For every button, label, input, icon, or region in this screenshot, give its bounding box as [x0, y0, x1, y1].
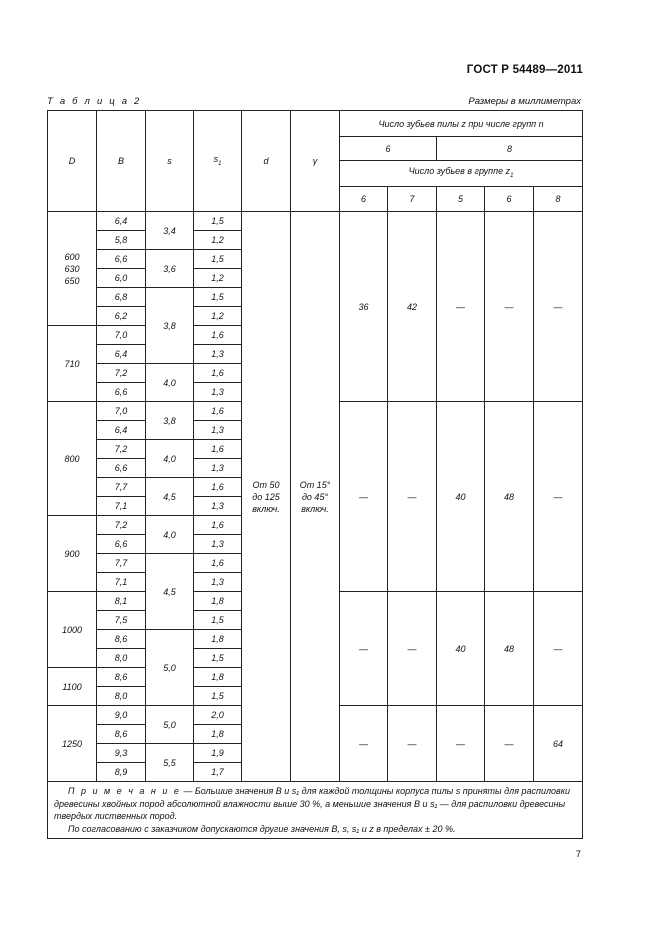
cell-s1: 1,6 [194, 326, 242, 345]
cell-B: 8,6 [97, 668, 146, 687]
cell-B: 7,7 [97, 554, 146, 573]
cell-s1: 1,5 [194, 288, 242, 307]
header-s1-sub: 1 [218, 160, 222, 167]
cell-B: 6,6 [97, 459, 146, 478]
cell-D: 710 [48, 326, 97, 402]
header-z1-col: 6 [485, 187, 534, 212]
cell-gamma: От 15° до 45° включ. [291, 212, 340, 782]
dimensions-table [47, 110, 583, 839]
header-gamma: γ [291, 111, 340, 212]
cell-s: 3,8 [146, 402, 194, 440]
cell-s1: 1,7 [194, 763, 242, 782]
cell-B: 8,6 [97, 725, 146, 744]
cell-s: 5,0 [146, 630, 194, 706]
cell-s: 5,5 [146, 744, 194, 782]
header-teeth-in-group [340, 161, 583, 187]
cell-B: 6,6 [97, 383, 146, 402]
cell-s1: 1,3 [194, 573, 242, 592]
cell-s1: 1,6 [194, 364, 242, 383]
cell-s1: 1,6 [194, 402, 242, 421]
cell-D: 1000 [48, 592, 97, 668]
cell-D: 900 [48, 516, 97, 592]
header-z1-sub: 1 [510, 172, 514, 179]
header-z1-col: 7 [388, 187, 437, 212]
cell-s1: 1,8 [194, 668, 242, 687]
cell-B: 7,0 [97, 326, 146, 345]
cell-z: — [534, 592, 583, 706]
cell-B: 7,5 [97, 611, 146, 630]
cell-B: 7,2 [97, 516, 146, 535]
cell-z: — [388, 706, 437, 782]
header-z1-col: 6 [340, 187, 388, 212]
cell-s: 3,4 [146, 212, 194, 250]
cell-z: 48 [485, 402, 534, 592]
cell-z: — [485, 212, 534, 402]
cell-B: 6,4 [97, 212, 146, 231]
cell-s1: 1,2 [194, 307, 242, 326]
header-D: D [48, 111, 97, 212]
cell-z: — [485, 706, 534, 782]
header-n8: 8 [437, 137, 583, 161]
cell-s1: 1,9 [194, 744, 242, 763]
header-s: s [146, 111, 194, 212]
cell-B: 7,2 [97, 440, 146, 459]
cell-B: 6,6 [97, 535, 146, 554]
cell-z: 36 [340, 212, 388, 402]
cell-s: 4,5 [146, 554, 194, 630]
table-row [48, 212, 583, 231]
cell-s1: 1,5 [194, 611, 242, 630]
cell-B: 8,1 [97, 592, 146, 611]
cell-s: 4,0 [146, 516, 194, 554]
cell-s1: 1,8 [194, 725, 242, 744]
cell-B: 7,7 [97, 478, 146, 497]
cell-s1: 1,5 [194, 250, 242, 269]
header-d: d [242, 111, 291, 212]
cell-z: — [340, 402, 388, 592]
cell-D: 600 630 650 [48, 212, 97, 326]
cell-s1: 1,2 [194, 269, 242, 288]
cell-z: — [437, 706, 485, 782]
cell-d: От 50 до 125 включ. [242, 212, 291, 782]
cell-z: 42 [388, 212, 437, 402]
cell-z: 48 [485, 592, 534, 706]
cell-B: 8,0 [97, 649, 146, 668]
cell-s1: 1,6 [194, 440, 242, 459]
cell-B: 5,8 [97, 231, 146, 250]
cell-B: 8,9 [97, 763, 146, 782]
header-s1-base: s [213, 153, 219, 164]
cell-B: 6,4 [97, 421, 146, 440]
page-number: 7 [575, 849, 581, 860]
cell-B: 8,6 [97, 630, 146, 649]
cell-z: — [437, 212, 485, 402]
cell-B: 7,1 [97, 573, 146, 592]
cell-z: — [388, 592, 437, 706]
cell-s1: 1,8 [194, 592, 242, 611]
cell-B: 7,0 [97, 402, 146, 421]
cell-z: 64 [534, 706, 583, 782]
header-z1-text: Число зубьев в группе z [408, 166, 511, 177]
cell-B: 9,0 [97, 706, 146, 725]
cell-s: 5,0 [146, 706, 194, 744]
cell-s1: 1,8 [194, 630, 242, 649]
header-teeth-group: Число зубьев пилы z при числе групп n [340, 111, 583, 137]
table-units: Размеры в миллиметрах [468, 96, 581, 107]
cell-D: 1250 [48, 706, 97, 782]
cell-B: 6,2 [97, 307, 146, 326]
cell-s1: 1,2 [194, 231, 242, 250]
cell-s1: 1,3 [194, 459, 242, 478]
note-text-1: — Большие значения B и s₁ для каждой толщины корпуса пилы s приняты для распиловки древесины хвойных пород абсолютной влажности выше 30 %, а меньшие значения B и s₁ — для распиловки древесины твердых лиственных пород. [54, 786, 571, 821]
cell-s1: 1,6 [194, 478, 242, 497]
standard-number: ГОСТ Р 54489—2011 [466, 64, 583, 76]
cell-D: 1100 [48, 668, 97, 706]
cell-s1: 1,3 [194, 421, 242, 440]
cell-B: 6,4 [97, 345, 146, 364]
cell-s1: 2,0 [194, 706, 242, 725]
header-z1-col: 8 [534, 187, 583, 212]
note-text-2: По согласованию с заказчиком допускаются другие значения B, s, s₁ и z в пределах ± 20 %. [68, 823, 456, 834]
cell-s1: 1,5 [194, 212, 242, 231]
cell-z: — [388, 402, 437, 592]
table-note [48, 782, 583, 839]
cell-s1: 1,3 [194, 345, 242, 364]
cell-s: 4,0 [146, 440, 194, 478]
cell-z: 40 [437, 402, 485, 592]
header-n6: 6 [340, 137, 437, 161]
cell-s: 3,8 [146, 288, 194, 364]
note-label: П р и м е ч а н и е [68, 786, 181, 796]
cell-s1: 1,5 [194, 649, 242, 668]
cell-z: 40 [437, 592, 485, 706]
cell-z: — [340, 592, 388, 706]
cell-z: — [534, 212, 583, 402]
cell-s: 4,0 [146, 364, 194, 402]
cell-D: 800 [48, 402, 97, 516]
cell-B: 6,0 [97, 269, 146, 288]
cell-s1: 1,6 [194, 516, 242, 535]
cell-s: 4,5 [146, 478, 194, 516]
cell-B: 6,6 [97, 250, 146, 269]
cell-s: 3,6 [146, 250, 194, 288]
cell-s1: 1,6 [194, 554, 242, 573]
table-caption: Т а б л и ц а 2 [47, 96, 142, 107]
cell-s1: 1,3 [194, 383, 242, 402]
cell-s1: 1,3 [194, 535, 242, 554]
cell-s1: 1,3 [194, 497, 242, 516]
cell-z: — [340, 706, 388, 782]
cell-B: 7,1 [97, 497, 146, 516]
cell-s1: 1,5 [194, 687, 242, 706]
cell-B: 8,0 [97, 687, 146, 706]
cell-B: 6,8 [97, 288, 146, 307]
cell-B: 7,2 [97, 364, 146, 383]
cell-z: — [534, 402, 583, 592]
header-s1 [194, 111, 242, 212]
cell-B: 9,3 [97, 744, 146, 763]
header-z1-col: 5 [437, 187, 485, 212]
header-B: B [97, 111, 146, 212]
